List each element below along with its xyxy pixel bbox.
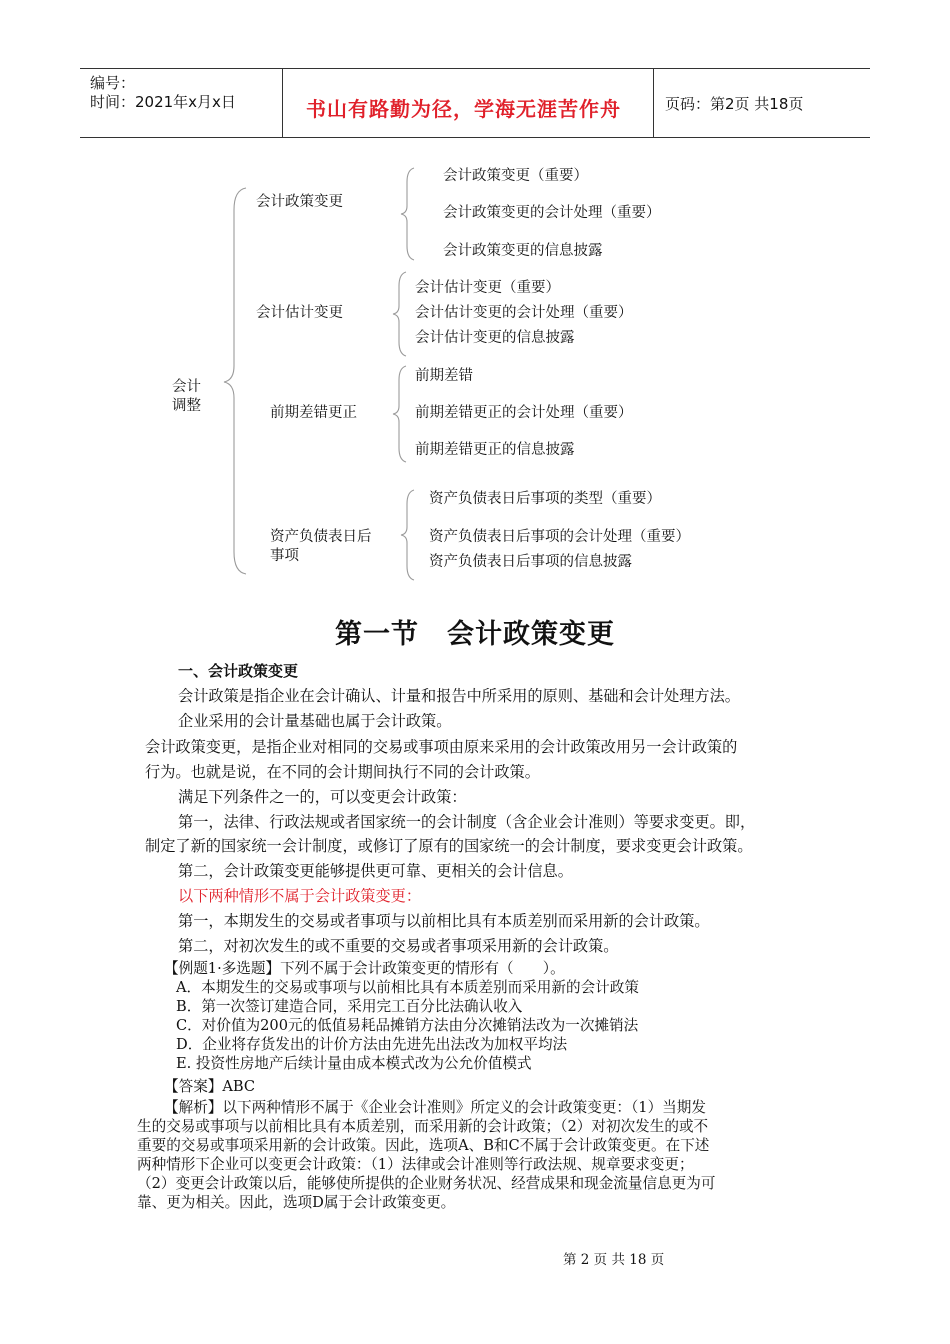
- tree-item: 前期差错更正的信息披露: [415, 442, 575, 458]
- example-option: E. 投资性房地产后续计量由成本模式改为公允价值模式: [176, 1055, 532, 1072]
- main-brace: [220, 186, 250, 576]
- header-number-label: 编号：: [90, 74, 136, 92]
- section-title: 第一节 会计政策变更: [335, 619, 615, 650]
- paragraph: 会计政策变更，是指企业对相同的交易或事项由原来采用的会计政策改用另一会计政策的: [145, 738, 738, 756]
- analysis-line: 重要的交易或事项采用新的会计政策。因此，选项A、B和C不属于会计政策变更。在下述: [137, 1137, 710, 1154]
- tree-item: 会计估计变更的信息披露: [415, 330, 575, 346]
- group-brace: [398, 166, 418, 262]
- group-title-post-balance-events: 资产负债表日后: [270, 529, 372, 545]
- group-brace: [390, 364, 410, 464]
- paragraph: 第一，本期发生的交易或者事项与以前相比具有本质差别而采用新的会计政策。: [178, 912, 710, 930]
- analysis-line: （2）变更会计政策以后，能够使所提供的企业财务状况、经营成果和现金流量信息更为可: [137, 1175, 716, 1192]
- paragraph-highlight: 以下两种情形不属于会计政策变更：: [178, 887, 421, 905]
- header-motto: 书山有路勤为径，学海无涯苦作舟: [306, 97, 621, 121]
- analysis-line: 生的交易或事项与以前相比具有本质差别，而采用新的会计政策；（2）对初次发生的或不: [137, 1118, 709, 1135]
- tree-item: 会计估计变更的会计处理（重要）: [415, 305, 633, 321]
- tree-root-line2: 调整: [172, 398, 201, 414]
- group-title-policy-change: 会计政策变更: [256, 194, 343, 210]
- analysis-line: 【解析】以下两种情形不属于《企业会计准则》所定义的会计政策变更：（1）当期发: [164, 1099, 706, 1116]
- example-option: C．对价值为200元的低值易耗品摊销方法由分次摊销法改为一次摊销法: [176, 1017, 639, 1034]
- tree-item: 会计政策变更的信息披露: [443, 243, 603, 259]
- example-option: B．第一次签订建造合同，采用完工百分比法确认收入: [176, 998, 523, 1015]
- header-divider: [282, 69, 283, 137]
- paragraph: 制定了新的国家统一会计制度，或修订了原有的国家统一的会计制度，要求变更会计政策。: [145, 837, 753, 855]
- subsection-heading: 一、会计政策变更: [178, 662, 299, 680]
- paragraph: 企业采用的会计量基础也属于会计政策。: [178, 712, 452, 730]
- header-divider: [653, 69, 654, 137]
- group-brace: [390, 270, 410, 358]
- tree-item: 资产负债表日后事项的信息披露: [429, 554, 632, 570]
- paragraph: 满足下列条件之一的，可以变更会计政策：: [178, 788, 467, 806]
- group-brace: [398, 488, 418, 582]
- example-stem: 【例题1·多选题】下列不属于会计政策变更的情形有（ ）。: [164, 960, 565, 977]
- header-date-label: 时间：2021年x月x日: [90, 93, 236, 111]
- tree-root-line1: 会计: [172, 379, 201, 395]
- analysis-line: 靠、更为相关。因此，选项D属于会计政策变更。: [137, 1194, 456, 1211]
- paragraph: 第一，法律、行政法规或者国家统一的会计制度（含企业会计准则）等要求变更。即，: [178, 813, 756, 831]
- tree-item: 资产负债表日后事项的会计处理（重要）: [429, 529, 690, 545]
- page-header: [80, 68, 870, 138]
- tree-item: 资产负债表日后事项的类型（重要）: [429, 491, 661, 507]
- paragraph: 会计政策是指企业在会计确认、计量和报告中所采用的原则、基础和会计处理方法。: [178, 687, 740, 705]
- example-option: A．本期发生的交易或事项与以前相比具有本质差别而采用新的会计政策: [176, 979, 639, 996]
- paragraph: 行为。也就是说，在不同的会计期间执行不同的会计政策。: [145, 763, 540, 781]
- tree-item: 会计政策变更（重要）: [443, 168, 588, 184]
- tree-item: 前期差错更正的会计处理（重要）: [415, 405, 633, 421]
- paragraph: 第二，对初次发生的或不重要的交易或者事项采用新的会计政策。: [178, 937, 619, 955]
- tree-item: 会计估计变更（重要）: [415, 280, 560, 296]
- example-option: D．企业将存货发出的计价方法由先进先出法改为加权平均法: [176, 1036, 568, 1053]
- example-answer: 【答案】ABC: [164, 1078, 256, 1095]
- group-title-estimate-change: 会计估计变更: [256, 305, 343, 321]
- paragraph: 第二，会计政策变更能够提供更可靠、更相关的会计信息。: [178, 862, 573, 880]
- page-footer: 第 2 页 共 18 页: [563, 1252, 665, 1268]
- analysis-line: 两种情形下企业可以变更会计政策：（1）法律或会计准则等行政法规、规章要求变更；: [137, 1156, 694, 1173]
- header-page-label: 页码：第2页 共18页: [665, 95, 804, 113]
- group-title-error-correction: 前期差错更正: [270, 405, 357, 421]
- tree-item: 前期差错: [415, 368, 473, 384]
- tree-item: 会计政策变更的会计处理（重要）: [443, 205, 661, 221]
- group-title-post-balance-events-line2: 事项: [270, 548, 299, 564]
